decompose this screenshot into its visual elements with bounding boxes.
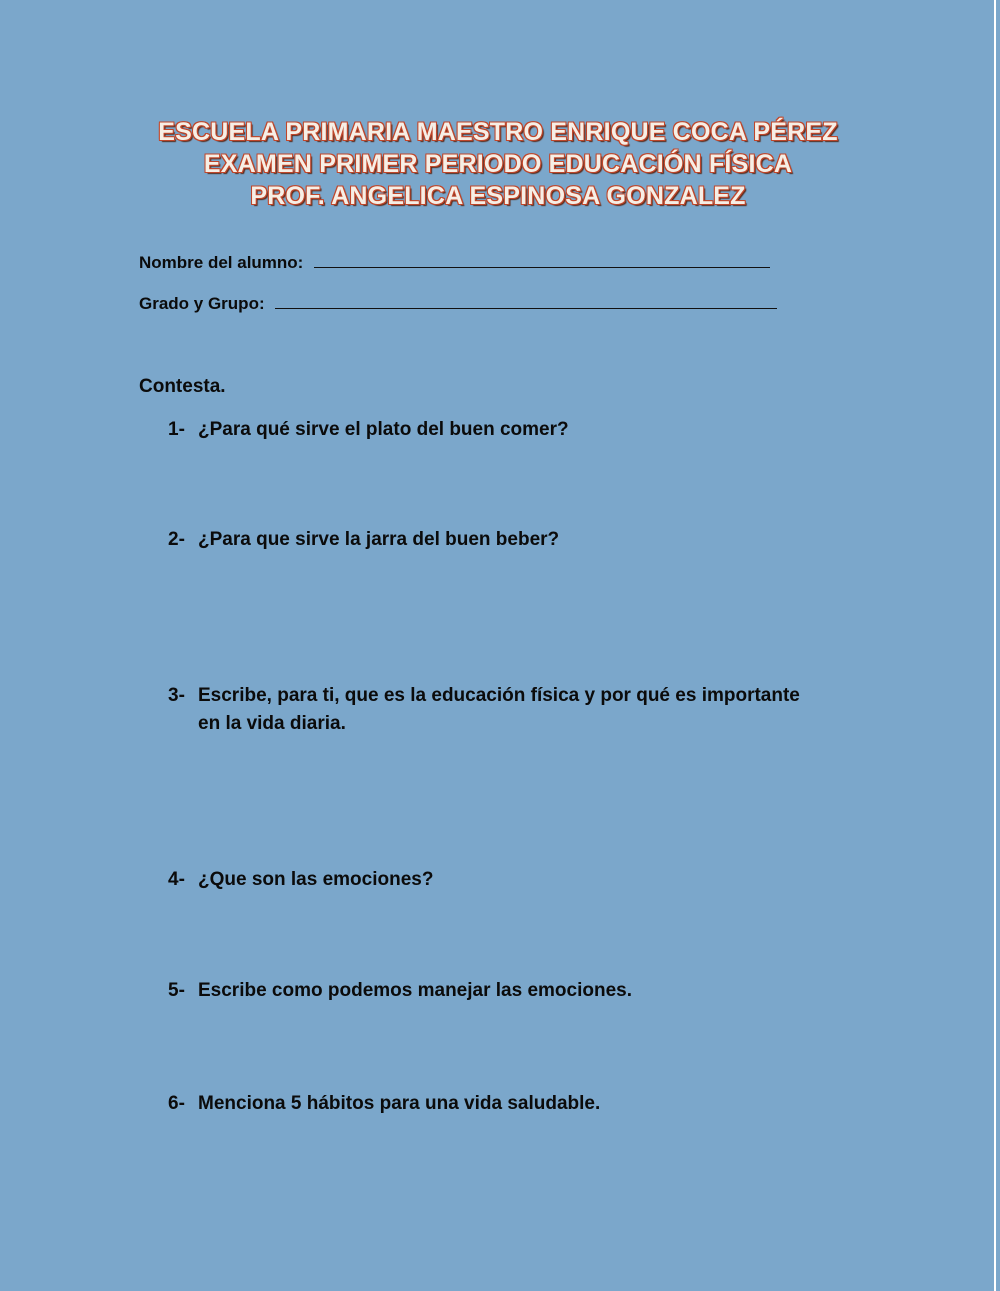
student-name-blank[interactable] [314,253,770,268]
question-5 [168,977,808,1005]
question-number: 6- [168,1093,185,1114]
question-text: ¿Para qué sirve el plato del buen comer? [198,419,569,440]
question-number: 2- [168,529,185,550]
question-2 [168,526,808,554]
question-1 [168,416,808,444]
question-6 [168,1090,808,1118]
exam-header [0,116,996,212]
school-name: ESCUELA PRIMARIA MAESTRO ENRIQUE COCA PÉREZ [158,118,838,146]
student-name-label: Nombre del alumno: [139,253,304,272]
grade-group-label: Grado y Grupo: [139,294,265,313]
question-text: Menciona 5 hábitos para una vida saludable. [198,1093,601,1114]
question-number: 5- [168,980,185,1001]
grade-group-blank[interactable] [275,294,777,309]
question-4 [168,866,808,894]
question-text: Escribe como podemos manejar las emociones. [198,980,632,1001]
question-text: ¿Que son las emociones? [198,869,434,890]
question-number: 1- [168,419,185,440]
grade-group-field [139,294,777,314]
question-number: 4- [168,869,185,890]
question-text: Escribe, para ti, que es la educación física y por qué es importante en la vida diaria. [198,685,800,734]
exam-title: EXAMEN PRIMER PERIODO EDUCACIÓN FÍSICA [203,150,793,178]
student-name-field [139,253,770,273]
instruction-text: Contesta. [139,376,226,397]
teacher-name: PROF. ANGELICA ESPINOSA GONZALEZ [250,182,746,210]
question-text: ¿Para que sirve la jarra del buen beber? [198,529,560,550]
question-number: 3- [168,685,185,706]
question-3 [168,682,808,738]
